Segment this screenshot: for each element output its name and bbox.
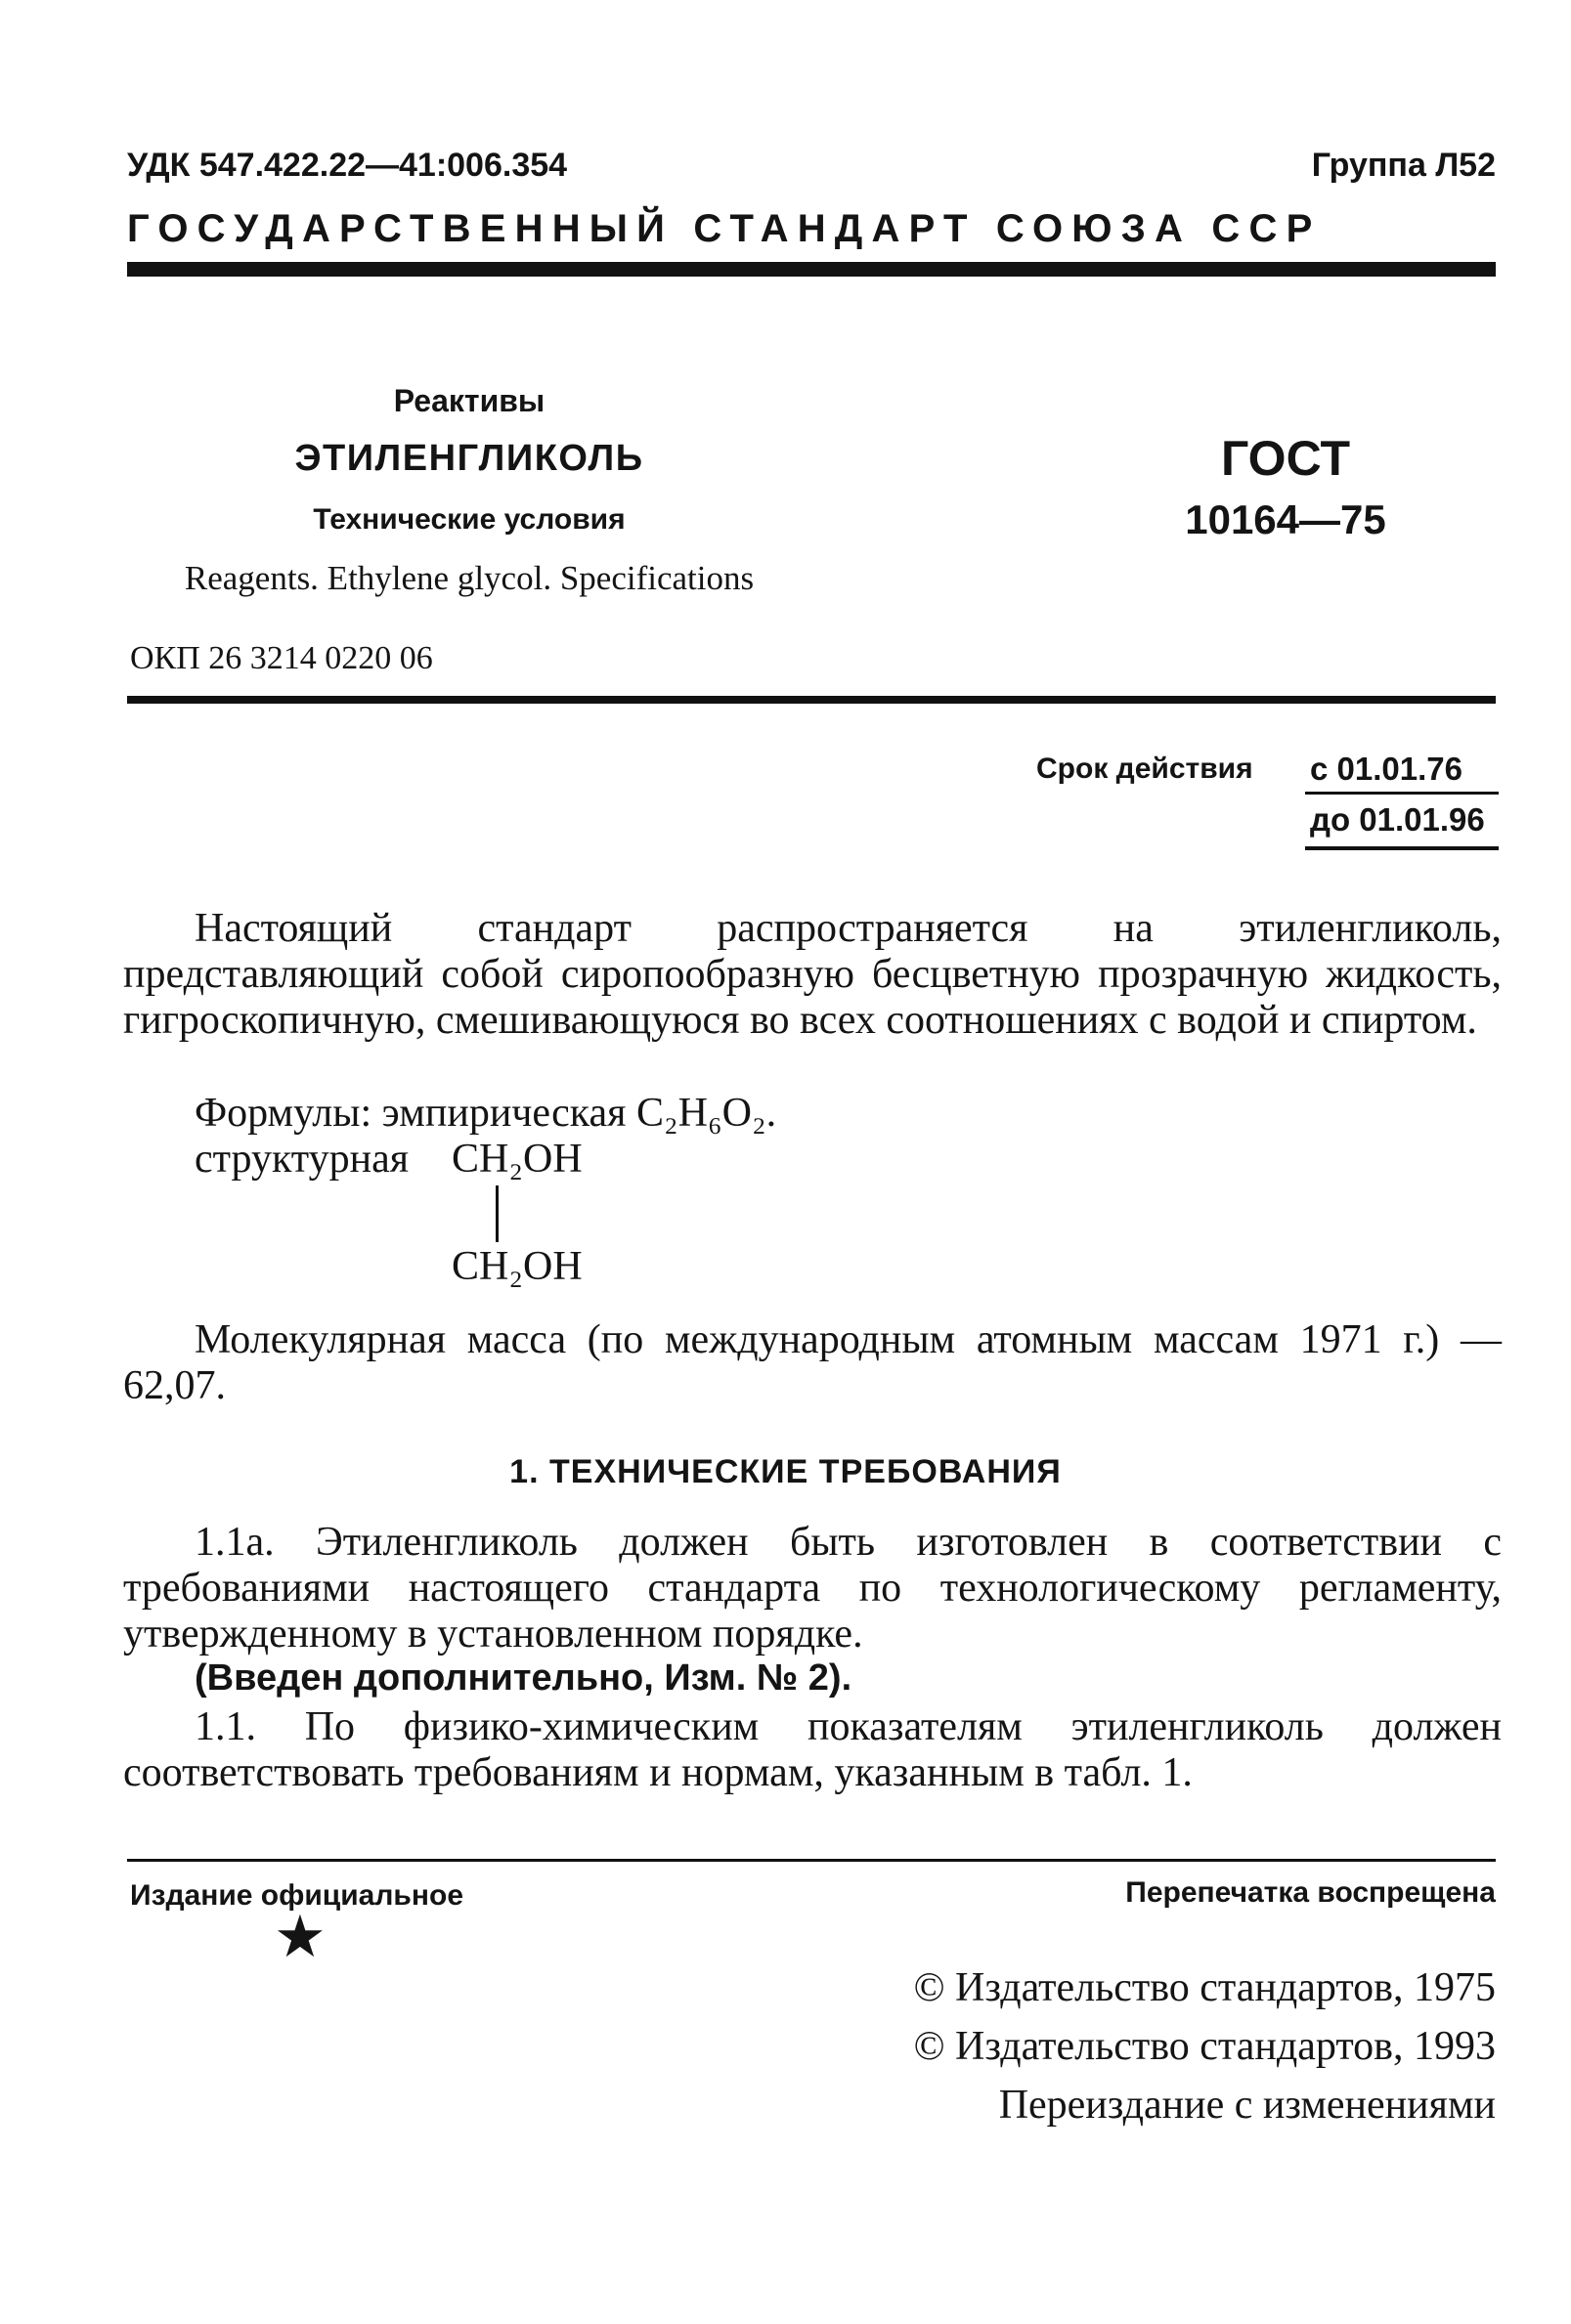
english-title: Reagents. Ethylene glycol. Specifications bbox=[184, 559, 755, 597]
gost-label: ГОСТ bbox=[1221, 431, 1350, 486]
group-code: Группа Л52 bbox=[1311, 147, 1496, 184]
top-rule bbox=[127, 262, 1496, 277]
structural-formula-top: CH₂OH bbox=[452, 1137, 583, 1182]
empirical-formula-value: C₂H₆O₂. bbox=[635, 1091, 777, 1136]
clause-1-1: 1.1. По физико-химическим показателям этиленгликоль должен соответствовать требованиям и нормам, указанным в табл. 1. bbox=[123, 1704, 1502, 1795]
official-edition-label: Издание официальное bbox=[130, 1879, 464, 1912]
empirical-formula-prefix: Формулы: эмпирическая bbox=[195, 1091, 636, 1136]
clause-1-1a: 1.1а. Этиленгликоль должен быть изготовлен в соответствии с требованиями настоящего стандарта по технологическому регламенту, утвержденному в установленном порядке. bbox=[123, 1520, 1502, 1657]
clause-1-1a-note: (Введен дополнительно, Изм. № 2). bbox=[195, 1657, 852, 1699]
middle-rule bbox=[127, 696, 1496, 704]
reprint-prohibited-label: Перепечатка воспрещена bbox=[1125, 1876, 1496, 1909]
document-subtitle: Технические условия bbox=[313, 503, 626, 536]
copyright-line-1: © Издательство стандартов, 1975 bbox=[913, 1965, 1496, 2010]
chemical-bond-line bbox=[496, 1185, 499, 1242]
validity-label: Срок действия bbox=[1036, 753, 1253, 785]
structural-formula-label: структурная bbox=[195, 1137, 410, 1182]
empirical-formula bbox=[195, 1090, 776, 1137]
okp-code: ОКП 26 3214 0220 06 bbox=[130, 640, 433, 676]
bottom-rule bbox=[127, 1859, 1496, 1862]
section-title: 1. ТЕХНИЧЕСКИЕ ТРЕБОВАНИЯ bbox=[509, 1453, 1062, 1490]
category-label: Реактивы bbox=[393, 383, 545, 418]
structural-formula-bottom: CH₂OH bbox=[452, 1244, 583, 1289]
validity-from: с 01.01.76 bbox=[1310, 751, 1462, 787]
intro-paragraph: Настоящий стандарт распространяется на этиленгликоль, представляющий собой сиропообразную бесцветную прозрачную жидкость, гигроскопичную, смешивающуюся во всех соотношениях с водой и спиртом. bbox=[123, 906, 1502, 1043]
product-title: ЭТИЛЕНГЛИКОЛЬ bbox=[294, 438, 644, 479]
star-icon: ★ bbox=[274, 1905, 327, 1969]
reissue-note: Переиздание с изменениями bbox=[998, 2083, 1496, 2128]
validity-to: до 01.01.96 bbox=[1310, 801, 1485, 838]
copyright-line-2: © Издательство стандартов, 1993 bbox=[913, 2024, 1496, 2069]
validity-underline bbox=[1305, 846, 1499, 850]
gost-number: 10164—75 bbox=[1185, 496, 1386, 542]
validity-divider bbox=[1305, 792, 1499, 795]
molecular-mass-paragraph: Молекулярная масса (по международным атомным массам 1971 г.) — 62,07. bbox=[123, 1317, 1502, 1408]
state-standard-heading: ГОСУДАРСТВЕННЫЙ СТАНДАРТ СОЮЗА ССР bbox=[127, 207, 1322, 250]
udk-code: УДК 547.422.22—41:006.354 bbox=[127, 147, 568, 184]
